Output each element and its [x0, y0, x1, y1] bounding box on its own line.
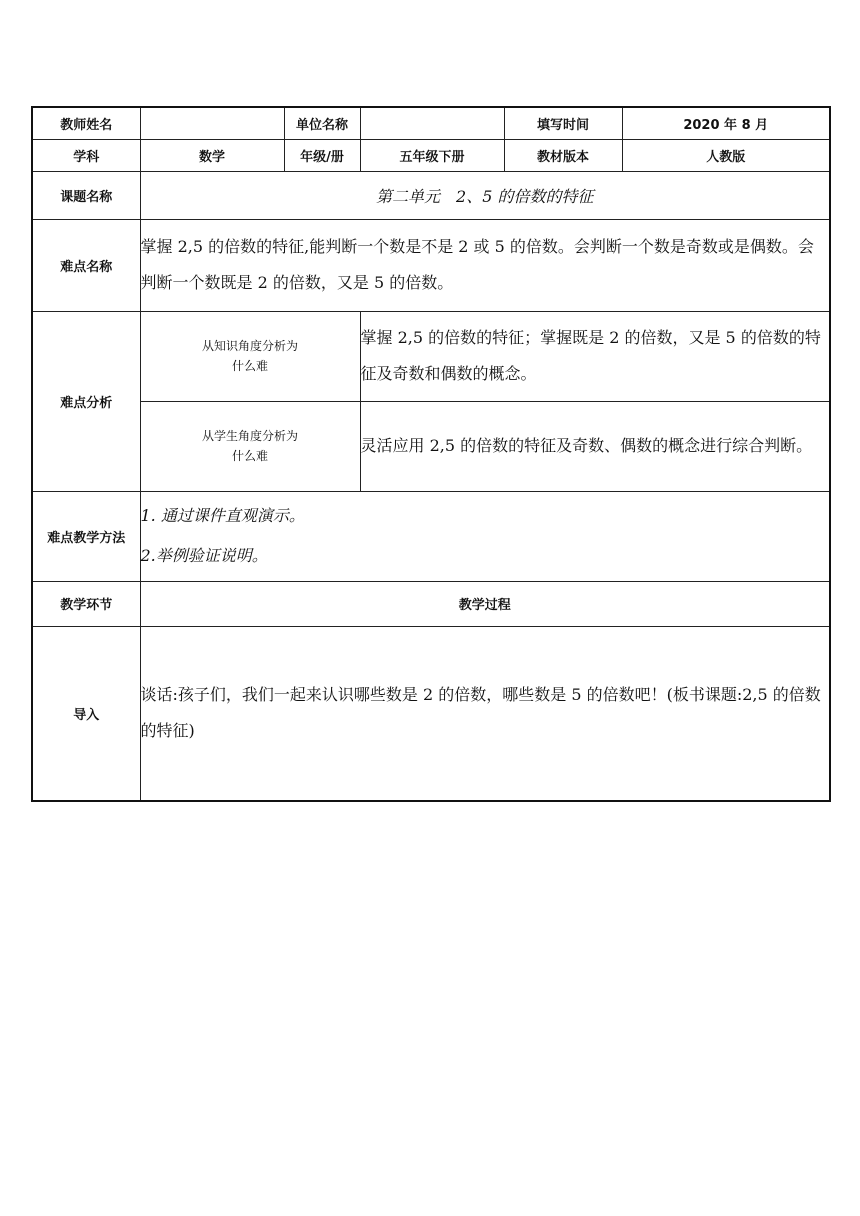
grade-label: 年级/册 [284, 139, 360, 171]
stage-header: 教学环节 [32, 581, 140, 626]
unit-value [360, 107, 504, 139]
header-row-2 [32, 139, 830, 171]
date-label: 填写时间 [504, 107, 622, 139]
method-label: 难点教学方法 [32, 491, 140, 581]
method-list [140, 491, 830, 581]
student-label [140, 401, 360, 491]
method-item-1: 1. 通过课件直观演示。 [140, 506, 305, 525]
edition-label: 教材版本 [504, 139, 622, 171]
date-value: 2020 年 8 月 [622, 107, 830, 139]
method-row [32, 491, 830, 581]
intro-label: 导入 [32, 626, 140, 801]
lesson-row [32, 171, 830, 219]
intro-text: 谈话:孩子们，我们一起来认识哪些数是 2 的倍数，哪些数是 5 的倍数吧！(板书课题:2,5 的倍数的特征) [140, 626, 830, 801]
grade-value: 五年级下册 [360, 139, 504, 171]
student-label-line-2: 什么难 [231, 449, 268, 463]
knowledge-label-line-1: 从知识角度分析为 [201, 339, 298, 353]
edition-value: 人教版 [622, 139, 830, 171]
student-label-line-1: 从学生角度分析为 [201, 429, 298, 443]
difficulty-label: 难点名称 [32, 219, 140, 311]
subject-label: 学科 [32, 139, 140, 171]
difficulty-text: 掌握 2,5 的倍数的特征,能判断一个数是不是 2 或 5 的倍数。会判断一个数是奇数或是偶数。会判断一个数既是 2 的倍数，又是 5 的倍数。 [140, 219, 830, 311]
teacher-value [140, 107, 284, 139]
knowledge-label [140, 311, 360, 401]
subject-value: 数学 [140, 139, 284, 171]
unit-label: 单位名称 [284, 107, 360, 139]
analysis-label: 难点分析 [32, 311, 140, 491]
lesson-label: 课题名称 [32, 171, 140, 219]
process-header-row [32, 581, 830, 626]
analysis-row-knowledge [32, 311, 830, 401]
lesson-plan-table [31, 106, 831, 802]
intro-row [32, 626, 830, 801]
student-text: 灵活应用 2,5 的倍数的特征及奇数、偶数的概念进行综合判断。 [360, 401, 830, 491]
header-row-1 [32, 107, 830, 139]
lesson-title: 第二单元 2、5 的倍数的特征 [140, 171, 830, 219]
analysis-row-student [32, 401, 830, 491]
knowledge-label-line-2: 什么难 [231, 359, 268, 373]
method-item-2: 2.举例验证说明。 [140, 546, 268, 565]
knowledge-text: 掌握 2,5 的倍数的特征；掌握既是 2 的倍数，又是 5 的倍数的特征及奇数和偶数的概念。 [360, 311, 830, 401]
process-header: 教学过程 [140, 581, 830, 626]
difficulty-row [32, 219, 830, 311]
teacher-label: 教师姓名 [32, 107, 140, 139]
